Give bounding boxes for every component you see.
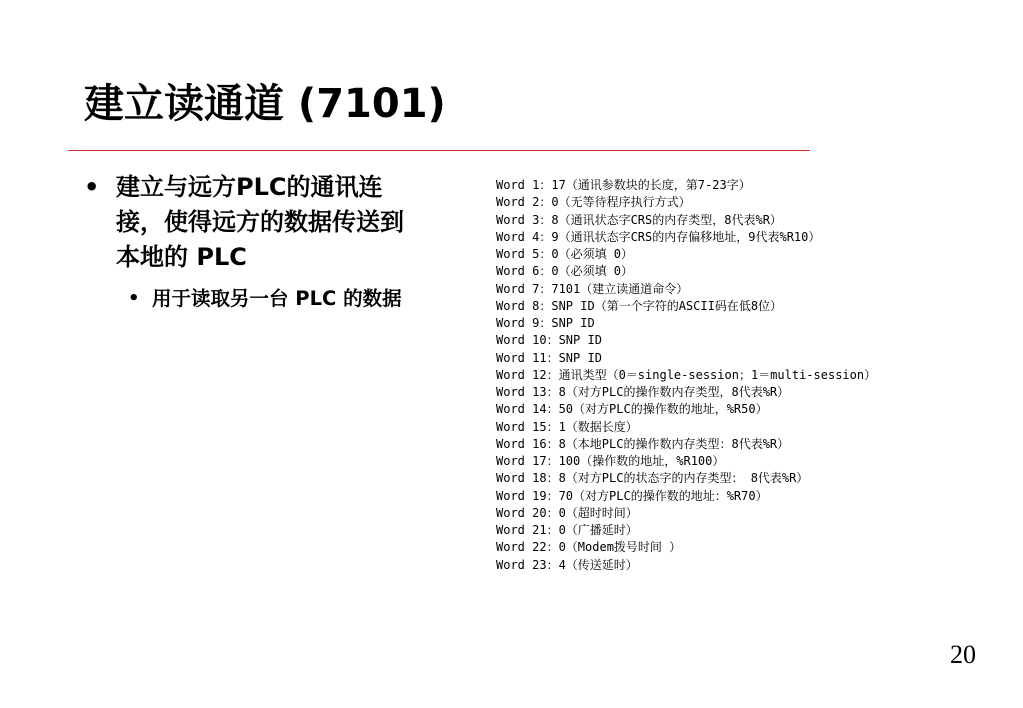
sub-bullet-text: 用于读取另一台 PLC 的数据 (152, 287, 402, 310)
word-item: Word 17：100（操作数的地址，%R100） (496, 454, 725, 468)
word-item: Word 10：SNP ID (496, 333, 602, 348)
page-number: 20 (950, 640, 976, 669)
word-item: Word 23：4（传送延时） (496, 557, 638, 572)
word-item: Word 7：7101（建立读通道命令） (496, 281, 689, 296)
word-item: Word 9：SNP ID (496, 316, 595, 330)
word-item: Word 2：0（无等待程序执行方式） (496, 195, 691, 210)
word-item: Word 18：8（对方PLC的状态字的内存类型： 8代表%R） (496, 471, 809, 486)
word-item: Word 19：70（对方PLC的操作数的地址：%R70） (496, 488, 768, 503)
word-item: Word 12：通讯类型（0＝single-session；1＝multi-session） (496, 367, 877, 382)
word-item: Word 8：SNP ID（第一个字符的ASCII码在低8位） (496, 298, 783, 313)
sub-bullet-marker: • (128, 288, 140, 309)
bullet-list (84, 170, 424, 313)
word-item: Word 21：0（广播延时） (496, 523, 638, 537)
word-item: Word 22：0（Modem拨号时间 ） (496, 540, 682, 555)
word-parameter-list (496, 177, 876, 574)
word-item: Word 1：17（通讯参数块的长度，第7-23字） (496, 178, 751, 192)
word-item: Word 6：0（必须填 0） (496, 264, 634, 279)
word-item: Word 14：50（对方PLC的操作数的地址，%R50） (496, 402, 768, 417)
word-item: Word 16：8（本地PLC的操作数内存类型：8代表%R） (496, 436, 790, 451)
bullet-marker: • (84, 173, 100, 201)
title-divider (68, 150, 810, 151)
slide-title: 建立读通道 (7101) (84, 81, 446, 127)
word-item: Word 3：8（通讯状态字CRS的内存类型，8代表%R） (496, 212, 782, 227)
bullet-text: 建立与远方PLC的通讯连接，使得远方的数据传送到本地的 PLC (116, 173, 404, 271)
bullet-level-1 (84, 170, 424, 275)
bullet-level-2 (128, 285, 424, 313)
word-item: Word 11：SNP ID (496, 350, 602, 365)
word-item: Word 13：8（对方PLC的操作数内存类型，8代表%R） (496, 385, 790, 399)
word-item: Word 5：0（必须填 0） (496, 247, 634, 261)
word-item: Word 4：9（通讯状态字CRS的内存偏移地址，9代表%R10） (496, 229, 821, 244)
word-item: Word 20：0（超时时间） (496, 505, 638, 520)
word-item: Word 15：1（数据长度） (496, 419, 638, 434)
